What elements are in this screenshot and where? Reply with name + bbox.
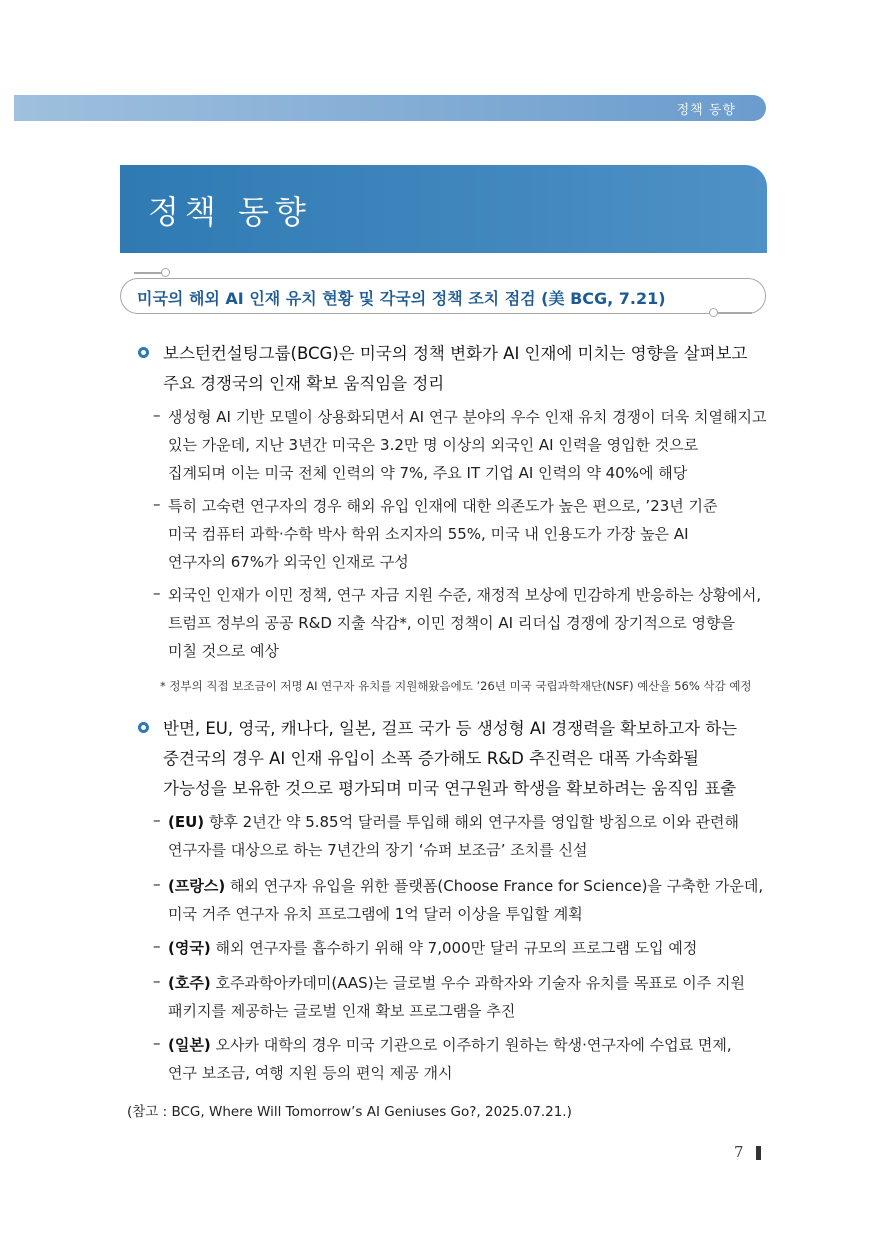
sub-point-1-1-line-2: 있는 가운데, 지난 3년간 미국은 3.2만 명 이상의 외국인 AI 인력을 영입한 것으로: [168, 436, 699, 454]
sub-point-1-3-line-3: 미칠 것으로 예상: [168, 642, 279, 660]
sub-point-1-1-line-1: 생성형 AI 기반 모델이 상용화되면서 AI 연구 분야의 우수 인재 유치 경쟁이 더욱 치열해지고: [168, 408, 767, 426]
section-title: 정책 동향: [148, 193, 312, 231]
sub-point-1-3-line-1: 외국인 인재가 이민 정책, 연구 자금 지원 수준, 재정적 보상에 민감하게 반응하는 상황에서,: [168, 586, 762, 604]
dash-marker: –: [153, 811, 161, 829]
sub-point-1-2-line-2: 미국 컴퓨터 과학·수학 박사 학위 소지자의 55%, 미국 내 인용도가 가장 높은 AI: [168, 525, 689, 543]
sub-point-1-1-line-3: 집계되며 이는 미국 전체 인력의 약 7%, 주요 IT 기업 AI 인력의 약 40%에 해당: [168, 464, 688, 482]
dash-marker: –: [153, 1034, 161, 1052]
dash-marker: –: [153, 495, 161, 513]
country-item-text: 해외 연구자 유입을 위한 플랫폼(Choose France for Science)을 구축한 가운데,: [225, 877, 764, 895]
country-tag: (영국): [168, 939, 211, 957]
country-item-japan-line-2: 연구 보조금, 여행 지원 등의 편익 제공 개시: [168, 1064, 453, 1082]
dash-marker: –: [153, 937, 161, 955]
country-item-australia: [168, 972, 745, 993]
subhead-deco-line-bottom: [712, 312, 752, 314]
country-tag: (호주): [168, 974, 211, 992]
dash-marker: –: [153, 406, 161, 424]
subhead-deco-circle-bottom: [709, 308, 718, 317]
sub-point-1-3-line-2: 트럼프 정부의 공공 R&D 지출 삭감*, 이민 정책이 AI 리더십 경쟁에 장기적으로 영향을: [168, 614, 736, 632]
sub-point-1-2-line-3: 연구자의 67%가 외국인 인재로 구성: [168, 553, 409, 571]
page-number-bar: [756, 1146, 761, 1160]
country-item-text: 향후 2년간 약 5.85억 달러를 투입해 해외 연구자를 영입할 방침으로 이와 관련해: [204, 813, 740, 831]
main-point-2-line-3: 가능성을 보유한 것으로 평가되며 미국 연구원과 학생을 확보하려는 움직임 표출: [163, 779, 737, 798]
country-tag: (일본): [168, 1036, 211, 1054]
sub-point-1-2-line-1: 특히 고숙련 연구자의 경우 해외 유입 인재에 대한 의존도가 높은 편으로, ’23년 기준: [168, 497, 718, 515]
page-number: 7: [734, 1143, 744, 1161]
article-heading-box: [120, 278, 766, 314]
main-point-2-line-2: 중견국의 경우 AI 인재 유입이 소폭 증가해도 R&D 추진력은 대폭 가속화될: [163, 749, 699, 768]
section-title-box: [120, 165, 767, 253]
main-point-2-line-1: 반면, EU, 영국, 캐나다, 일본, 걸프 국가 등 생성형 AI 경쟁력을 확보하고자 하는: [163, 719, 738, 738]
header-band: [14, 95, 766, 121]
country-item-france-line-2: 미국 거주 연구자 유치 프로그램에 1억 달러 이상을 투입할 계획: [168, 905, 583, 923]
subhead-deco-circle-top: [161, 268, 170, 277]
main-point-1-line-2: 주요 경쟁국의 인재 확보 움직임을 정리: [163, 374, 445, 393]
country-item-uk: [168, 937, 697, 958]
bullet-icon: [138, 347, 149, 358]
dash-marker: –: [153, 584, 161, 602]
country-item-australia-line-2: 패키지를 제공하는 글로벌 인재 확보 프로그램을 추진: [168, 1002, 516, 1020]
reference-note: (참고 : BCG, Where Will Tomorrow’s AI Geniuses Go?, 2025.07.21.): [127, 1104, 572, 1120]
bullet-icon: [138, 722, 149, 733]
country-item-text: 호주과학아카데미(AAS)는 글로벌 우수 과학자와 기술자 유치를 목표로 이주 지원: [210, 974, 745, 992]
country-item-eu-line-2: 연구자를 대상으로 하는 7년간의 장기 ‘슈퍼 보조금’ 조치를 신설: [168, 841, 588, 859]
header-band-label: 정책 동향: [676, 103, 736, 118]
country-item-eu: [168, 811, 739, 832]
country-tag: (EU): [168, 813, 205, 831]
country-item-japan: [168, 1034, 732, 1055]
dash-marker: –: [153, 875, 161, 893]
country-tag: (프랑스): [168, 877, 226, 895]
country-item-text: 오사카 대학의 경우 미국 기관으로 이주하기 원하는 학생·연구자에 수업료 면제,: [210, 1036, 732, 1054]
article-heading: 미국의 해외 AI 인재 유치 현황 및 각국의 정책 조치 점검 (美 BCG, 7.21): [137, 289, 666, 308]
subhead-deco-line-top: [134, 272, 164, 274]
main-point-1-line-1: 보스턴컨설팅그룹(BCG)은 미국의 정책 변화가 AI 인재에 미치는 영향을 살펴보고: [163, 344, 748, 363]
country-item-france: [168, 875, 763, 896]
dash-marker: –: [153, 972, 161, 990]
footnote: * 정부의 직접 보조금이 저명 AI 연구자 유치를 지원해왔음에도 ’26년 미국 국립과학재단(NSF) 예산을 56% 삭감 예정: [160, 679, 752, 693]
country-item-text: 해외 연구자를 흡수하기 위해 약 7,000만 달러 규모의 프로그램 도입 예정: [210, 939, 698, 957]
